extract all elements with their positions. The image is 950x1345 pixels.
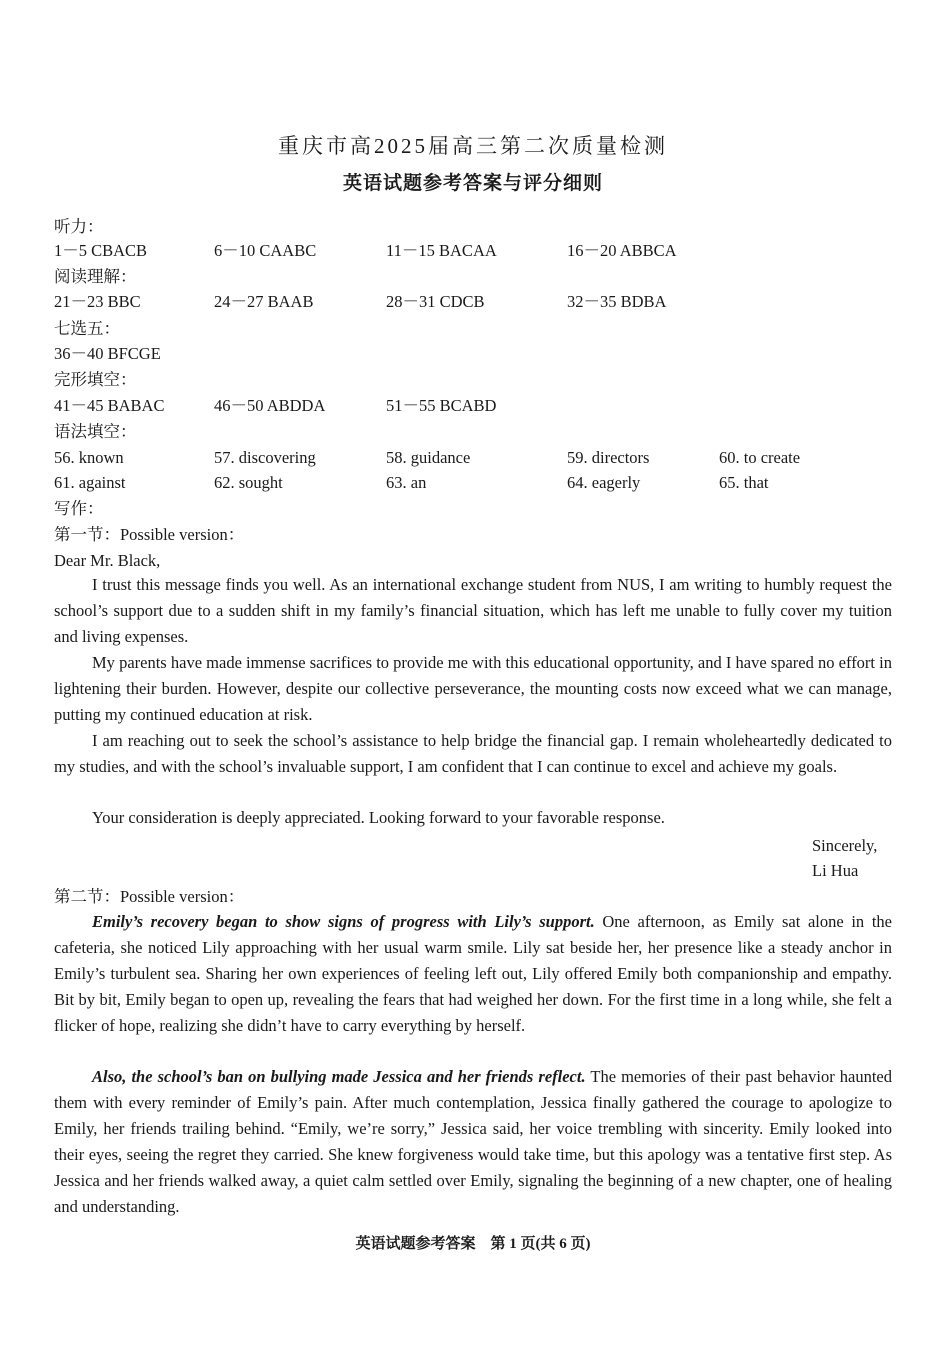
paragraph-body: The memories of their past behavior haunted them with every reminder of Emily’s pain. After much contemplation, Jessica finally gathered the courage to apologize to Emily, her friends trailing behind. “Emily, we’re sorry,” Jessica said, her voice trembling with sincerity. Emily looked into their eyes, seeing the regret they carried. She knew forgiveness would take time, but this apology was a tentative first step. As Jessica and her friends walked away, a quiet calm settled over Emily, signaling the beginning of a new chapter, one of healing and understanding. (54, 1067, 893, 1216)
grammar-answer: 57. discovering (214, 448, 316, 467)
page-footer: 英语试题参考答案 第 1 页(共 6 页) (355, 1236, 591, 1252)
answer-key-page (54, 0, 892, 1345)
paragraph-lead-sentence: Emily’s recovery began to show signs of progress with Lily’s support. (92, 912, 595, 931)
answer-group: 28－31 CDCB (386, 292, 485, 311)
answer-group: 1－5 CBACB (54, 241, 148, 260)
paragraph-body: One afternoon, as Emily sat alone in the cafeteria, she noticed Lily approaching with her usual warm smile. Lily sat beside her, her presence like a steady anchor in Emily’s turbulent sea. Sharing her own experiences of feeling left out, Lily offered Emily both companionship and empathy. Bit by bit, Emily began to open up, revealing the fears that had weighed her down. For the first time in a long while, she felt a flicker of hope, realizing she didn’t have to carry everything by herself. (54, 912, 892, 1035)
answer-group: 6－10 CAABC (214, 241, 317, 260)
grammar-answer: 61. against (54, 473, 126, 492)
grammar-answer: 64. eagerly (567, 473, 641, 492)
section-label-cloze: 完形填空： (54, 370, 137, 389)
section-label-reading: 阅读理解： (54, 267, 137, 286)
letter-paragraph: I trust this message finds you well. As an international exchange student from NUS, I am writing to humbly request the school’s support due to a sudden shift in my family’s financial situation, which has left me unable to fully cover my tuition and living expenses. (54, 575, 892, 646)
section-label-grammar: 语法填空： (54, 422, 137, 441)
letter-paragraph: I am reaching out to seek the school’s assistance to help bridge the financial gap. I remain wholeheartedly dedicated to my studies, and with the school’s invaluable support, I am confident that I can continue to excel and achieve my goals. (54, 731, 892, 776)
letter-signature: Li Hua (812, 861, 859, 880)
grammar-answer: 65. that (719, 473, 769, 492)
page-title: 重庆市高2025届高三第二次质量检测 (278, 134, 668, 158)
section-label-writing: 写作： (54, 499, 104, 518)
story-paragraph (54, 909, 892, 1039)
grammar-answer: 58. guidance (386, 448, 471, 467)
writing-part1-label: 第一节：Possible version： (54, 525, 245, 544)
answer-group: 16－20 ABBCA (567, 241, 677, 260)
grammar-answer: 59. directors (567, 448, 650, 467)
grammar-answer: 62. sought (214, 473, 283, 492)
letter-paragraph: Your consideration is deeply appreciated. Looking forward to your favorable response. (92, 808, 665, 827)
paragraph-lead-sentence: Also, the school’s ban on bullying made Jessica and her friends reflect. (92, 1067, 586, 1086)
grammar-answer: 60. to create (719, 448, 801, 467)
answer-group: 41－45 BABAC (54, 396, 165, 415)
section-label-seven-five: 七选五： (54, 319, 120, 338)
answer-group: 21－23 BBC (54, 292, 141, 311)
page-subtitle: 英语试题参考答案与评分细则 (342, 173, 603, 194)
grammar-answer: 56. known (54, 448, 124, 467)
letter-closing: Sincerely, (812, 836, 878, 855)
story-paragraph (54, 1064, 892, 1219)
answer-group: 32－35 BDBA (567, 292, 667, 311)
answer-group: 24－27 BAAB (214, 292, 314, 311)
letter-greeting: Dear Mr. Black, (54, 551, 161, 570)
answer-group: 51－55 BCABD (386, 396, 497, 415)
letter-paragraph: My parents have made immense sacrifices to provide me with this educational opportunity, and I have spared no effort in lightening their burden. However, despite our collective perseverance, the mounting costs now exceed what we can manage, putting my continued education at risk. (54, 653, 892, 724)
answer-group: 36－40 BFCGE (54, 344, 161, 363)
section-label-listening: 听力： (54, 217, 104, 236)
writing-part2-label: 第二节：Possible version： (54, 887, 245, 906)
answer-group: 46－50 ABDDA (214, 396, 326, 415)
grammar-answer: 63. an (386, 473, 427, 492)
answer-group: 11－15 BACAA (386, 241, 497, 260)
